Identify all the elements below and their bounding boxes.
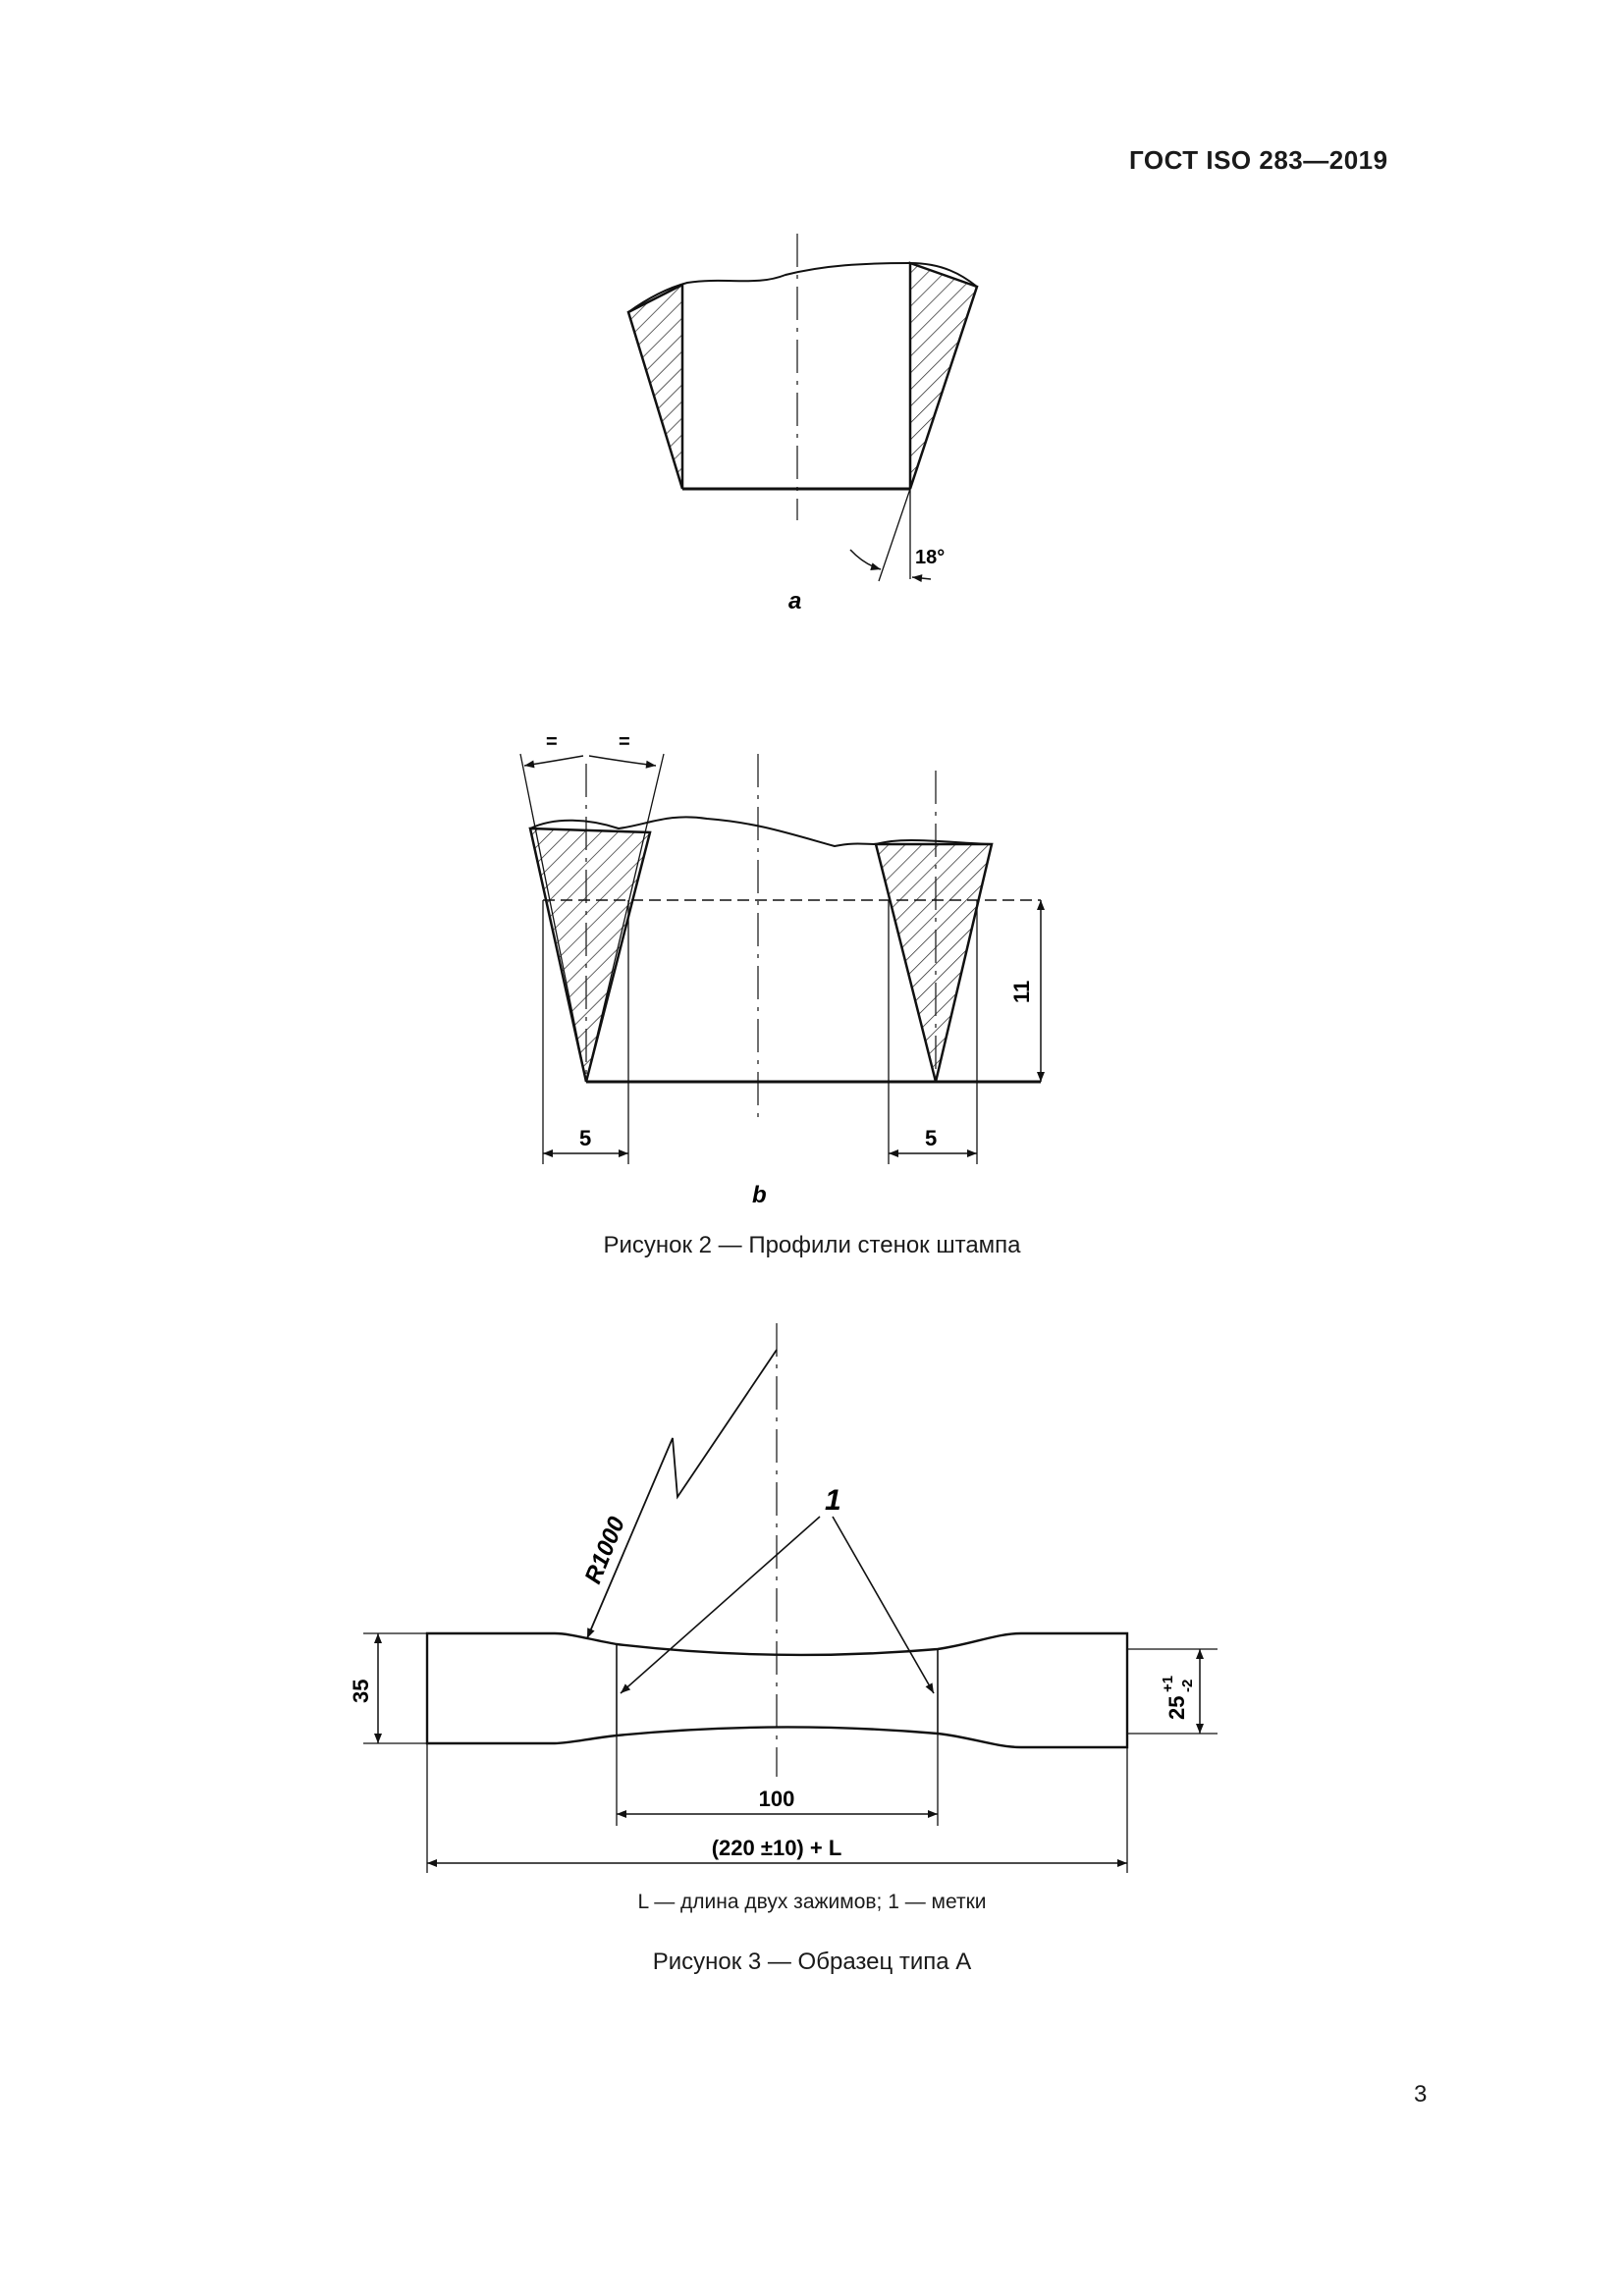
tolerance-upper: +1 xyxy=(1160,1675,1176,1692)
wall-left xyxy=(530,828,650,1082)
callout-leader xyxy=(833,1517,934,1693)
callout-number: 1 xyxy=(825,1484,841,1517)
figure-2-caption: Рисунок 2 — Профили стенок штампа xyxy=(603,1232,1021,1258)
angle-arrow xyxy=(524,756,583,766)
total-length-dim: (220 ±10) + L xyxy=(711,1836,842,1860)
wall-left xyxy=(628,285,682,489)
figure-3-caption: Рисунок 3 — Образец типа A xyxy=(652,1949,972,1975)
equal-mark-left: = xyxy=(546,731,558,753)
page-number: 3 xyxy=(1414,2081,1428,2108)
height-dim: 11 xyxy=(1009,980,1034,1003)
panel-label-a: a xyxy=(788,588,802,614)
width-dim-right xyxy=(1160,1676,1196,1720)
width-dim-left: 35 xyxy=(349,1679,373,1703)
width-dim-right: 5 xyxy=(925,1126,938,1150)
panel-label-b: b xyxy=(752,1182,767,1208)
angle-label: 18° xyxy=(915,547,946,568)
document-header: ГОСТ ISO 283—2019 xyxy=(1129,145,1388,175)
gauge-length-dim: 100 xyxy=(758,1787,795,1811)
wall-right xyxy=(910,263,977,489)
figure-2b xyxy=(520,731,1041,1208)
figure-2a xyxy=(628,234,977,614)
angle-arrow xyxy=(589,756,656,766)
figure-3 xyxy=(349,1323,1218,1873)
width-dim-right-nominal: 25 xyxy=(1164,1695,1189,1720)
equal-mark-right: = xyxy=(619,731,630,753)
width-dim-left: 5 xyxy=(579,1126,592,1150)
radius-label: R1000 xyxy=(579,1513,631,1588)
radius-leader xyxy=(587,1350,777,1638)
callout-leader xyxy=(621,1517,820,1693)
angle-arrow xyxy=(912,577,931,579)
figure-3-legend: L — длина двух зажимов; 1 — метки xyxy=(637,1891,987,1913)
tolerance-lower: -2 xyxy=(1179,1679,1196,1692)
extension-line xyxy=(879,489,910,581)
wall-right xyxy=(876,844,992,1082)
angle-arrow xyxy=(850,550,881,569)
